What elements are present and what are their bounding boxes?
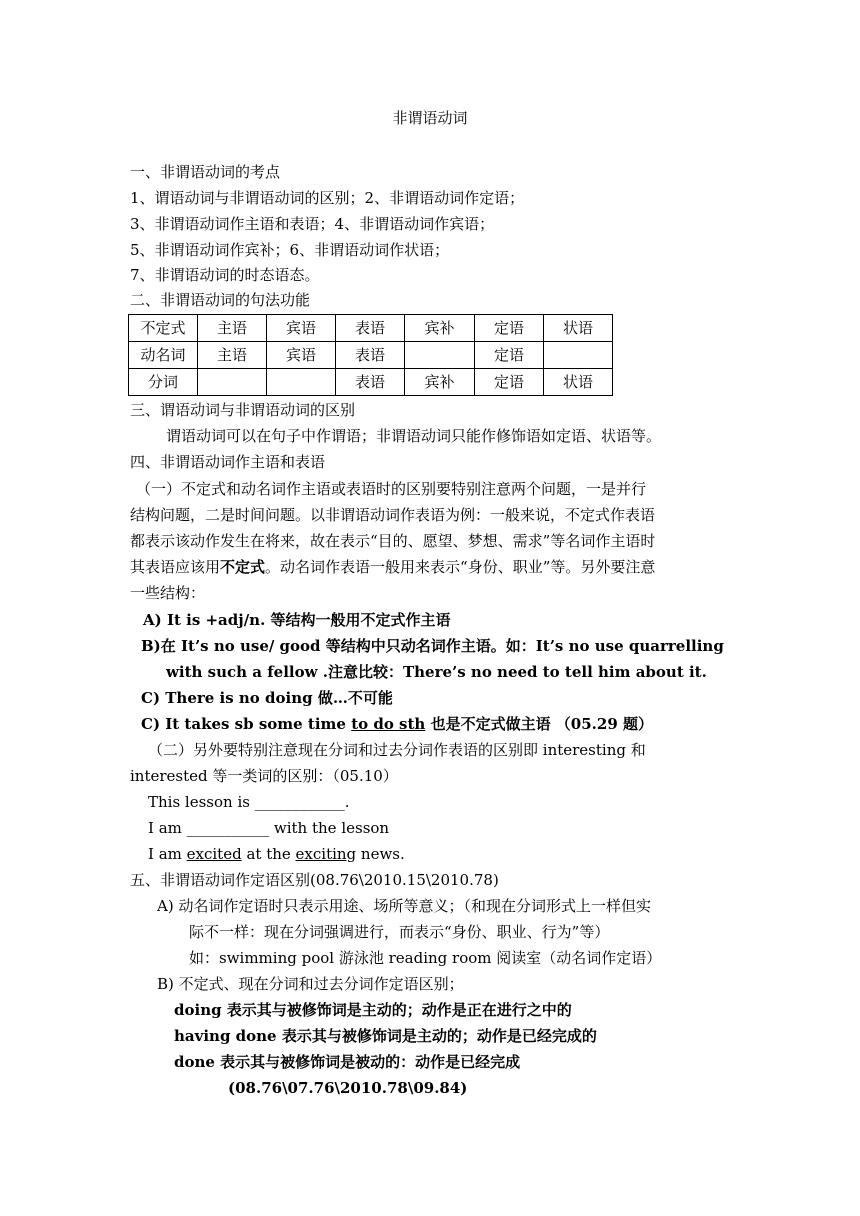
text-segment: 其表语应该用	[130, 558, 221, 576]
example-1: This lesson is ____________.	[148, 793, 350, 811]
table-cell: 主语	[198, 342, 267, 369]
section-4-heading: 四、非谓语动词作主语和表语	[130, 453, 326, 471]
table-cell: 分词	[129, 369, 198, 396]
table-cell: 宾语	[267, 315, 336, 342]
section-5-heading: 五、非谓语动词作定语区别(08.76\2010.15\2010.78)	[130, 871, 499, 889]
section-3-text: 谓语动词可以在句子中作谓语；非谓语动词只能作修饰语如定语、状语等。	[166, 427, 662, 445]
table-cell	[198, 369, 267, 396]
table-cell: 定语	[475, 315, 544, 342]
text-segment: 也是不定式做主语 （05.29 题）	[425, 715, 653, 733]
structure-a: A) It is +adj/n. 等结构一般用不定式作主语	[143, 611, 451, 629]
section-1-heading: 一、非谓语动词的考点	[130, 163, 281, 181]
table-cell: 表语	[336, 369, 405, 396]
section-2-heading: 二、非谓语动词的句法功能	[130, 291, 311, 309]
text-segment: at the	[241, 845, 296, 863]
syntax-function-table	[128, 314, 613, 396]
section-5-b-line-4: (08.76\07.76\2010.78\09.84)	[228, 1079, 468, 1097]
section-3-heading: 三、谓语动词与非谓语动词的区别	[130, 401, 356, 419]
section-4-part-2-line-1: （二）另外要特别注意现在分词和过去分词作表语的区别即 interesting 和	[148, 741, 646, 759]
section-4-part-2-line-2: interested 等一类词的区别：（05.10）	[130, 767, 398, 785]
table-row	[129, 315, 613, 342]
table-row	[129, 369, 613, 396]
structure-b-line-2: with such a fellow .注意比较：There’s no need to tell him about it.	[166, 663, 707, 681]
table-cell	[405, 342, 475, 369]
section-4-paragraph-line	[130, 557, 655, 577]
table-row	[129, 342, 613, 369]
section-1-line-4: 7、非谓语动词的时态语态。	[130, 266, 320, 284]
section-1-line-3: 5、非谓语动词作宾补；6、非谓语动词作状语；	[130, 241, 450, 259]
table-cell	[544, 342, 613, 369]
page-title: 非谓语动词	[392, 109, 468, 127]
text-segment: news.	[356, 845, 405, 863]
table-cell: 定语	[475, 342, 544, 369]
structure-b-line-1: B)在 It’s no use/ good 等结构中只动名词作主语。如：It’s no use quarrelling	[141, 637, 724, 655]
table-cell: 表语	[336, 342, 405, 369]
table-cell: 表语	[336, 315, 405, 342]
example-2: I am ___________ with the lesson	[148, 819, 390, 837]
underlined-text: to do sth	[351, 715, 426, 733]
section-5-b-line-1: doing 表示其与被修饰词是主动的；动作是正在进行之中的	[174, 1001, 572, 1019]
section-5-b-line-0: B) 不定式、现在分词和过去分词作定语区别；	[157, 975, 464, 993]
table-cell: 不定式	[129, 315, 198, 342]
table-cell: 宾语	[267, 342, 336, 369]
text-segment: 。动名词作表语一般用来表示“身份、职业”等。另外要注意	[265, 558, 656, 576]
table-cell: 状语	[544, 369, 613, 396]
text-segment: I am	[148, 845, 187, 863]
table-cell	[267, 369, 336, 396]
section-4-paragraph-line: 都表示该动作发生在将来，故在表示“目的、愿望、梦想、需求”等名词作主语时	[130, 532, 656, 550]
section-5-b-line-3: done 表示其与被修饰词是被动的：动作是已经完成	[174, 1053, 521, 1071]
underlined-text: exciting	[295, 845, 357, 863]
table-cell: 动名词	[129, 342, 198, 369]
section-5-a-line-2: 际不一样：现在分词强调进行，而表示“身份、职业、行为”等）	[189, 923, 610, 941]
example-3	[148, 844, 405, 864]
text-segment: C) It takes sb some time	[141, 715, 352, 733]
structure-c-2	[141, 714, 653, 734]
section-4-paragraph-line: （一）不定式和动名词作主语或表语时的区别要特别注意两个问题，一是并行	[136, 480, 647, 498]
section-4-paragraph-line: 一些结构：	[130, 584, 206, 602]
table-cell: 定语	[475, 369, 544, 396]
section-5-a-line-1: A) 动名词作定语时只表示用途、场所等意义；（和现在分词形式上一样但实	[157, 897, 651, 915]
section-5-a-line-3: 如：swimming pool 游泳池 reading room 阅读室（动名词作定语）	[189, 949, 662, 967]
section-5-b-line-2: having done 表示其与被修饰词是主动的；动作是已经完成的	[174, 1027, 597, 1045]
table-cell: 主语	[198, 315, 267, 342]
underlined-text: excited	[186, 845, 242, 863]
section-4-paragraph-line: 结构问题，二是时间问题。以非谓语动词作表语为例：一般来说，不定式作表语	[130, 506, 656, 524]
table-cell: 宾补	[405, 315, 475, 342]
section-1-line-2: 3、非谓语动词作主语和表语；4、非谓语动词作宾语；	[130, 215, 495, 233]
section-1-line-1: 1、谓语动词与非谓语动词的区别；2、非谓语动词作定语；	[130, 189, 525, 207]
emphasis-text: 不定式	[220, 558, 266, 576]
structure-c-1: C) There is no doing 做…不可能	[141, 689, 393, 707]
table-cell: 状语	[544, 315, 613, 342]
table-cell: 宾补	[405, 369, 475, 396]
